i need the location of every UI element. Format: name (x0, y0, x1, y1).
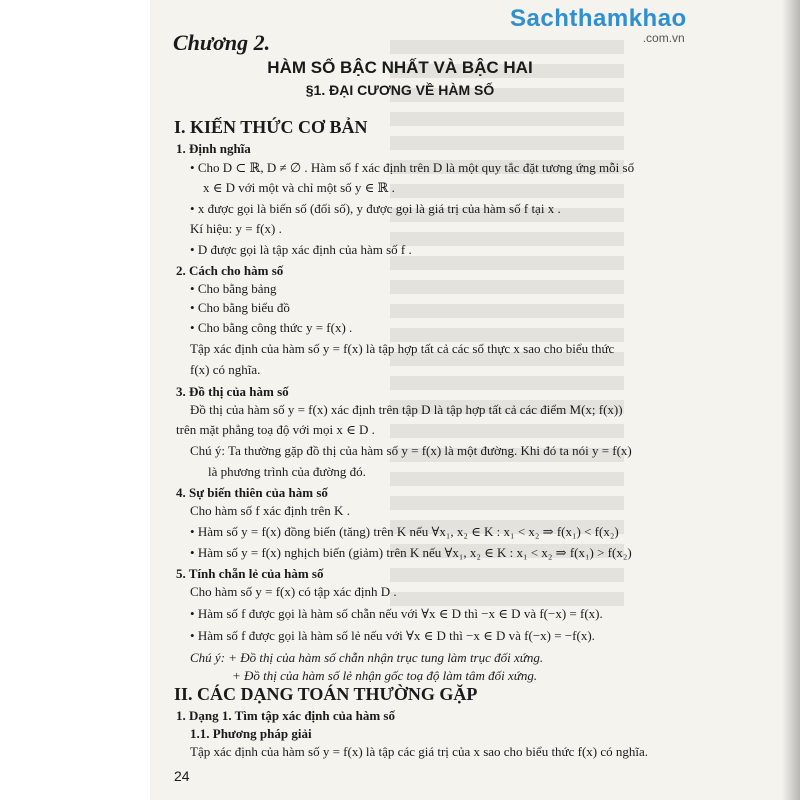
heading-cac-dang-toan: II. CÁC DẠNG TOÁN THƯỜNG GẶP (174, 684, 478, 704)
graph-note-1: Chú ý: Ta thường gặp đồ thị của hàm số y = f(x) là một đường. Khi đó ta nói y = f(x) (190, 443, 632, 458)
monotonic-line-1: Cho hàm số f xác định trên K . (190, 503, 350, 518)
section-title: §1. ĐẠI CƯƠNG VỀ HÀM SỐ (305, 82, 495, 98)
parity-note-1: Chú ý: + Đồ thị của hàm số chẵn nhận trục tung làm trục đối xứng. (190, 650, 544, 665)
definition-line-5: • D được gọi là tập xác định của hàm số f . (190, 242, 412, 258)
list-item: • Cho bằng bảng (190, 281, 277, 297)
list-item: • Cho bằng biểu đồ (190, 300, 290, 316)
definition-line-2: x ∈ D với một và chỉ một số y ∈ ℝ . (203, 180, 395, 195)
parity-odd: • Hàm số f được gọi là hàm số lẻ nếu với ∀x ∈ D thì −x ∈ D và f(−x) = −f(x). (190, 628, 595, 644)
heading-do-thi: 3. Đồ thị của hàm số (176, 384, 289, 399)
heading-kien-thuc: I. KIẾN THỨC CƠ BẢN (174, 117, 368, 137)
heading-chan-le: 5. Tính chẵn lẻ của hàm số (176, 566, 324, 581)
list-item: • Cho bằng công thức y = f(x) . (190, 320, 352, 336)
parity-line-1: Cho hàm số y = f(x) có tập xác định D . (190, 584, 397, 599)
parity-note-2: + Đồ thị của hàm số lẻ nhận gốc toạ độ làm tâm đối xứng. (232, 668, 538, 683)
heading-dang-1: 1. Dạng 1. Tìm tập xác định của hàm số (176, 708, 395, 723)
heading-phuong-phap: 1.1. Phương pháp giải (190, 726, 312, 741)
monotonic-decreasing: • Hàm số y = f(x) nghịch biến (giảm) trên K nếu ∀x₁, x₂ ∈ K : x₁ < x₂ ⇒ f(x₁) > f(x₂) (190, 545, 632, 561)
heading-bien-thien: 4. Sự biến thiên của hàm số (176, 485, 328, 500)
domain-definition-line-2: f(x) có nghĩa. (190, 362, 261, 377)
watermark-brand: Sachthamkhao (510, 5, 687, 32)
domain-definition-line-1: Tập xác định của hàm số y = f(x) là tập hợp tất cả các số thực x sao cho biểu thức (190, 341, 615, 356)
graph-note-2: là phương trình của đường đó. (208, 464, 366, 479)
chapter-title: Chương 2. (173, 30, 271, 55)
definition-notation: Kí hiệu: y = f(x) . (190, 221, 282, 236)
page-title: HÀM SỐ BẬC NHẤT VÀ BẬC HAI (267, 58, 533, 77)
definition-line-1: • Cho D ⊂ ℝ, D ≠ ∅ . Hàm số f xác định trên D là một quy tắc đặt tương ứng mỗi số (190, 160, 634, 176)
graph-line-1: Đồ thị của hàm số y = f(x) xác định trên tập D là tập hợp tất cả các điểm M(x; f(x)) (190, 402, 623, 417)
parity-even: • Hàm số f được gọi là hàm số chẵn nếu với ∀x ∈ D thì −x ∈ D và f(−x) = f(x). (190, 606, 603, 622)
monotonic-increasing: • Hàm số y = f(x) đồng biến (tăng) trên K nếu ∀x₁, x₂ ∈ K : x₁ < x₂ ⇒ f(x₁) < f(x₂) (190, 524, 619, 540)
definition-line-3: • x được gọi là biến số (đối số), y được gọi là giá trị của hàm số f tại x . (190, 201, 561, 217)
method-line-1: Tập xác định của hàm số y = f(x) là tập các giá trị của x sao cho biểu thức f(x) có nghĩa. (190, 744, 649, 759)
heading-dinh-nghia: 1. Định nghĩa (176, 141, 251, 156)
page-number: 24 (174, 768, 190, 784)
watermark-domain: .com.vn (642, 31, 685, 45)
graph-line-2: trên mặt phẳng toạ độ với mọi x ∈ D . (176, 422, 375, 437)
heading-cach-cho: 2. Cách cho hàm số (176, 263, 284, 278)
